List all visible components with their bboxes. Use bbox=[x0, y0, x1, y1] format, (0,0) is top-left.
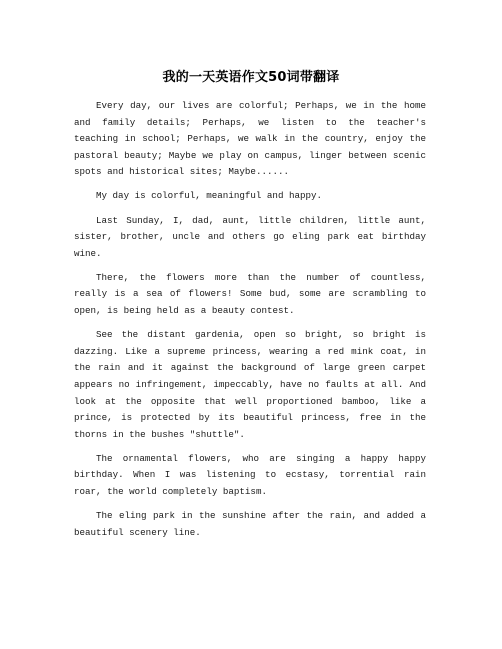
paragraph: See the distant gardenia, open so bright, so bright is dazzing. Like a supreme princess, wearing a red mink coat, in the rain and it against the background of large green carpet appears no infringement, impeccably, have no faults at all. And look at the opposite that well proportioned bamboo, like a prince, is protected by its beautiful princess, free in the thorns in the bushes "shuttle". bbox=[74, 329, 426, 440]
paragraph: My day is colorful, meaningful and happy. bbox=[96, 190, 323, 202]
paragraph: There, the flowers more than the number of countless, really is a sea of flowers! Some bud, some are scrambling to open, is being held as a beauty contest. bbox=[74, 271, 426, 317]
paragraph: The ornamental flowers, who are singing a happy happy birthday. When I was listening to ecstasy, torrential rain roar, the world completely baptism. bbox=[74, 452, 426, 497]
paragraph: Last Sunday, I, dad, aunt, little children, little aunt, sister, brother, uncle and others go eling park eat birthday wine. bbox=[74, 214, 426, 259]
document-body bbox=[74, 98, 426, 549]
document-title: 我的一天英语作文50词带翻译 bbox=[162, 70, 340, 85]
paragraph: Every day, our lives are colorful; Perhaps, we in the home and family details; Perhaps, we listen to the teacher's teaching in school; Perhaps, we walk in the country, enjoy the pastoral beauty; Maybe we play on campus, linger between scenic spots and historical sites; Maybe...... bbox=[74, 100, 426, 178]
paragraph: The eling park in the sunshine after the rain, and added a beautiful scenery line. bbox=[74, 510, 426, 538]
